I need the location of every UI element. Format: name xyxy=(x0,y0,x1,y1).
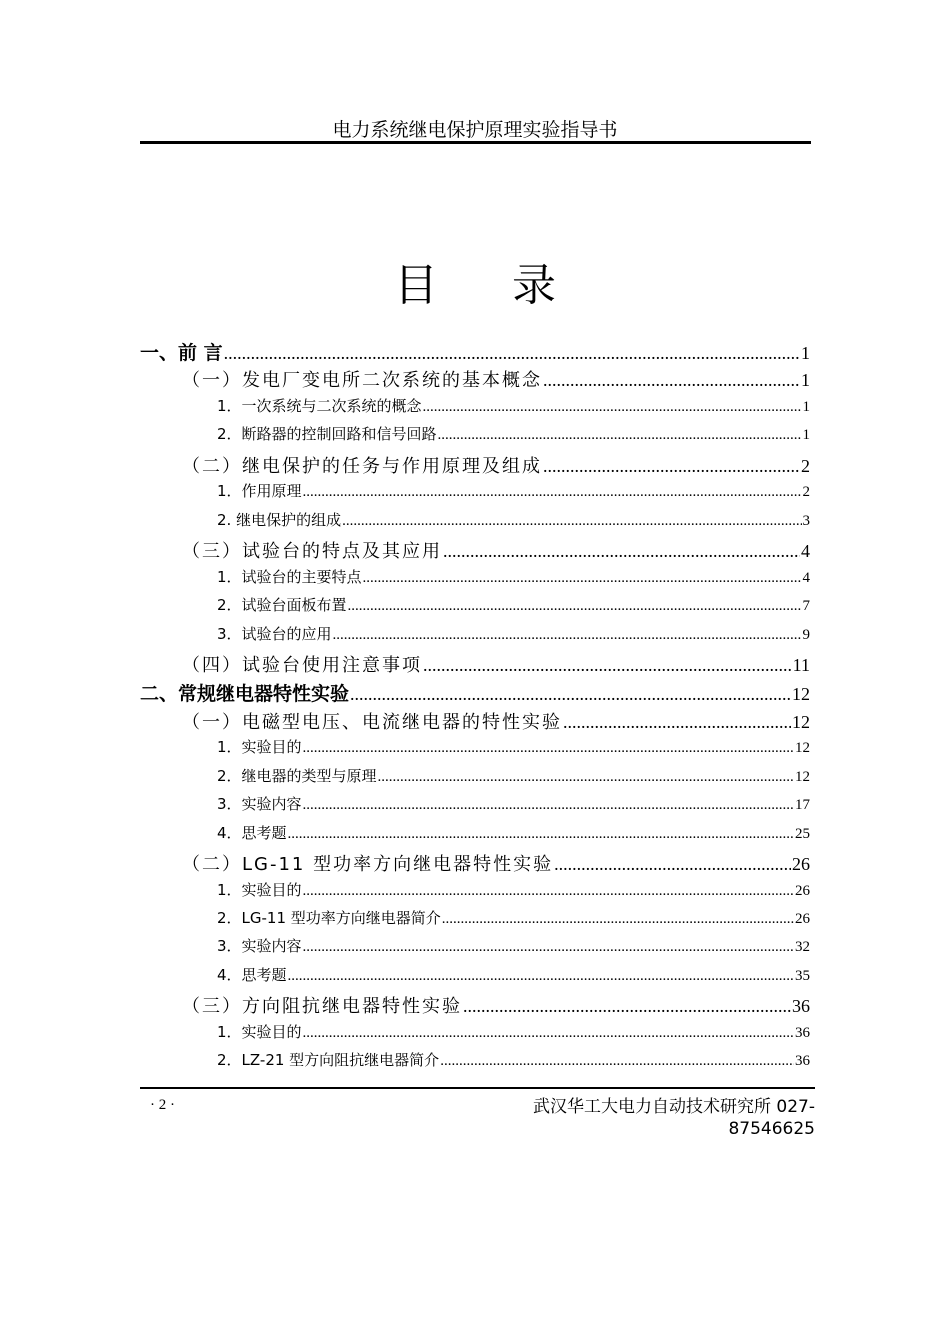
toc-entry-label: 3．试验台的应用 xyxy=(217,625,332,643)
toc-entry-page: 4 xyxy=(801,541,810,561)
toc-dot-leader xyxy=(543,370,800,391)
toc-entry-label: 3．实验内容 xyxy=(217,795,302,813)
toc-entry[interactable] xyxy=(217,594,810,615)
toc-dot-leader xyxy=(303,1025,794,1042)
toc-entry[interactable] xyxy=(217,964,810,985)
toc-entry-page: 1 xyxy=(802,427,810,443)
toc-dot-leader xyxy=(543,456,800,477)
toc-entry-page: 36 xyxy=(795,1053,810,1069)
toc-entry-label: 1．作用原理 xyxy=(217,482,302,500)
toc-entry[interactable] xyxy=(217,765,810,786)
toc-entry[interactable] xyxy=(217,395,810,416)
running-header: 电力系统继电保护原理实验指导书 xyxy=(332,119,618,141)
toc-entry[interactable] xyxy=(217,480,810,501)
toc-entry-page: 1 xyxy=(802,399,810,415)
toc-dot-leader xyxy=(303,883,794,900)
toc-entry[interactable] xyxy=(217,509,810,530)
toc-entry[interactable] xyxy=(217,736,810,757)
toc-entry-label: （三）方向阻抗继电器特性实验 xyxy=(182,996,462,1017)
toc-dot-leader xyxy=(348,598,802,615)
toc-dot-leader xyxy=(563,712,791,733)
toc-entry-page: 26 xyxy=(795,911,810,927)
toc-dot-leader xyxy=(342,513,801,530)
toc-dot-leader xyxy=(288,826,794,843)
toc-entry-page: 17 xyxy=(795,797,810,813)
toc-entry-page: 35 xyxy=(795,968,810,984)
toc-entry-label: 3．实验内容 xyxy=(217,937,302,955)
toc-entry[interactable] xyxy=(217,623,810,644)
toc-dot-leader xyxy=(440,1053,794,1070)
toc-entry-label: （三）试验台的特点及其应用 xyxy=(182,541,442,562)
toc-entry-label: （一）发电厂变电所二次系统的基本概念 xyxy=(182,370,542,391)
toc-entry[interactable] xyxy=(182,992,810,1018)
footer-organization: 武汉华工大电力自动技术研究所 027-87546625 xyxy=(533,1097,815,1139)
toc-dot-leader xyxy=(443,541,800,562)
toc-entry-page: 12 xyxy=(792,684,810,704)
toc-entry-page: 3 xyxy=(802,513,810,529)
toc-entry[interactable] xyxy=(217,879,810,900)
toc-entry-page: 36 xyxy=(792,996,810,1016)
toc-entry[interactable] xyxy=(217,566,810,587)
toc-entry-page: 25 xyxy=(795,826,810,842)
toc-entry-label: 1．一次系统与二次系统的概念 xyxy=(217,397,422,415)
toc-entry-label: 1．试验台的主要特点 xyxy=(217,568,362,586)
toc-dot-leader xyxy=(438,427,802,444)
toc-entry-label: 一、前 言 xyxy=(140,342,223,364)
header-rule xyxy=(140,141,811,144)
toc-dot-leader xyxy=(423,399,802,416)
toc-dot-leader xyxy=(303,939,794,956)
toc-dot-leader xyxy=(378,769,794,786)
toc-entry-page: 12 xyxy=(795,740,810,756)
toc-entry-label: （二）LG-11 型功率方向继电器特性实验 xyxy=(182,854,554,875)
toc-entry-label: 2．继电器的类型与原理 xyxy=(217,767,377,785)
toc-entry[interactable] xyxy=(217,935,810,956)
toc-dot-leader xyxy=(363,570,802,587)
toc-entry[interactable] xyxy=(140,679,810,706)
footer-rule xyxy=(140,1087,815,1089)
toc-dot-leader xyxy=(350,684,791,705)
toc-dot-leader xyxy=(224,343,800,364)
toc-entry[interactable] xyxy=(217,1049,810,1070)
toc-entry[interactable] xyxy=(140,338,810,365)
toc-entry-label: 1．实验目的 xyxy=(217,881,302,899)
toc-entry-label: （二）继电保护的任务与作用原理及组成 xyxy=(182,456,542,477)
toc-dot-leader xyxy=(463,996,791,1017)
toc-entry-label: 1．实验目的 xyxy=(217,738,302,756)
toc-entry-label: （四）试验台使用注意事项 xyxy=(182,655,422,676)
toc-entry-page: 26 xyxy=(795,883,810,899)
toc-entry-page: 12 xyxy=(792,712,810,732)
toc-entry-page: 11 xyxy=(792,655,810,675)
toc-dot-leader xyxy=(423,655,792,676)
toc-dot-leader xyxy=(554,854,791,875)
toc-entry[interactable] xyxy=(182,651,810,677)
toc-entry-label: 2．断路器的控制回路和信号回路 xyxy=(217,425,437,443)
toc-entry[interactable] xyxy=(182,850,810,876)
toc-dot-leader xyxy=(303,740,794,757)
toc-entry-page: 9 xyxy=(802,627,810,643)
toc-entry[interactable] xyxy=(217,1021,810,1042)
toc-entry[interactable] xyxy=(182,366,810,392)
footer-page-number: · 2 · xyxy=(150,1097,175,1113)
toc-entry[interactable] xyxy=(217,822,810,843)
toc-entry-page: 7 xyxy=(802,598,810,614)
toc-entry-page: 1 xyxy=(801,370,810,390)
toc-entry-label: 2．LG-11 型功率方向继电器简介 xyxy=(217,909,441,927)
toc-dot-leader xyxy=(442,911,794,928)
toc-entry-page: 32 xyxy=(795,939,810,955)
toc-entry-page: 4 xyxy=(802,570,810,586)
toc-title: 目 录 xyxy=(394,260,586,311)
toc-entry-label: 4．思考题 xyxy=(217,824,287,842)
toc-dot-leader xyxy=(288,968,794,985)
toc-entry[interactable] xyxy=(182,537,810,563)
toc-dot-leader xyxy=(333,627,802,644)
toc-entry-label: 2．LZ-21 型方向阻抗继电器简介 xyxy=(217,1051,440,1069)
toc-entry-label: 2．试验台面板布置 xyxy=(217,596,347,614)
toc-entry[interactable] xyxy=(217,423,810,444)
toc-entry-page: 36 xyxy=(795,1025,810,1041)
toc-entry-page: 12 xyxy=(795,769,810,785)
toc-entry[interactable] xyxy=(182,452,810,478)
toc-entry-label: 1．实验目的 xyxy=(217,1023,302,1041)
toc-entry-page: 2 xyxy=(801,456,810,476)
toc-entry[interactable] xyxy=(182,708,810,734)
toc-entry[interactable] xyxy=(217,907,810,928)
toc-dot-leader xyxy=(303,797,794,814)
toc-entry-label: 4．思考题 xyxy=(217,966,287,984)
toc-entry-page: 1 xyxy=(801,343,810,363)
toc-dot-leader xyxy=(303,484,802,501)
toc-entry-page: 2 xyxy=(802,484,810,500)
toc-entry-label: 2. 继电保护的组成 xyxy=(217,511,342,529)
toc-entry-label: 二、常规继电器特性实验 xyxy=(140,683,350,705)
toc-entry-page: 26 xyxy=(792,854,810,874)
toc-entry[interactable] xyxy=(217,793,810,814)
toc-entry-label: （一）电磁型电压、电流继电器的特性实验 xyxy=(182,712,562,733)
